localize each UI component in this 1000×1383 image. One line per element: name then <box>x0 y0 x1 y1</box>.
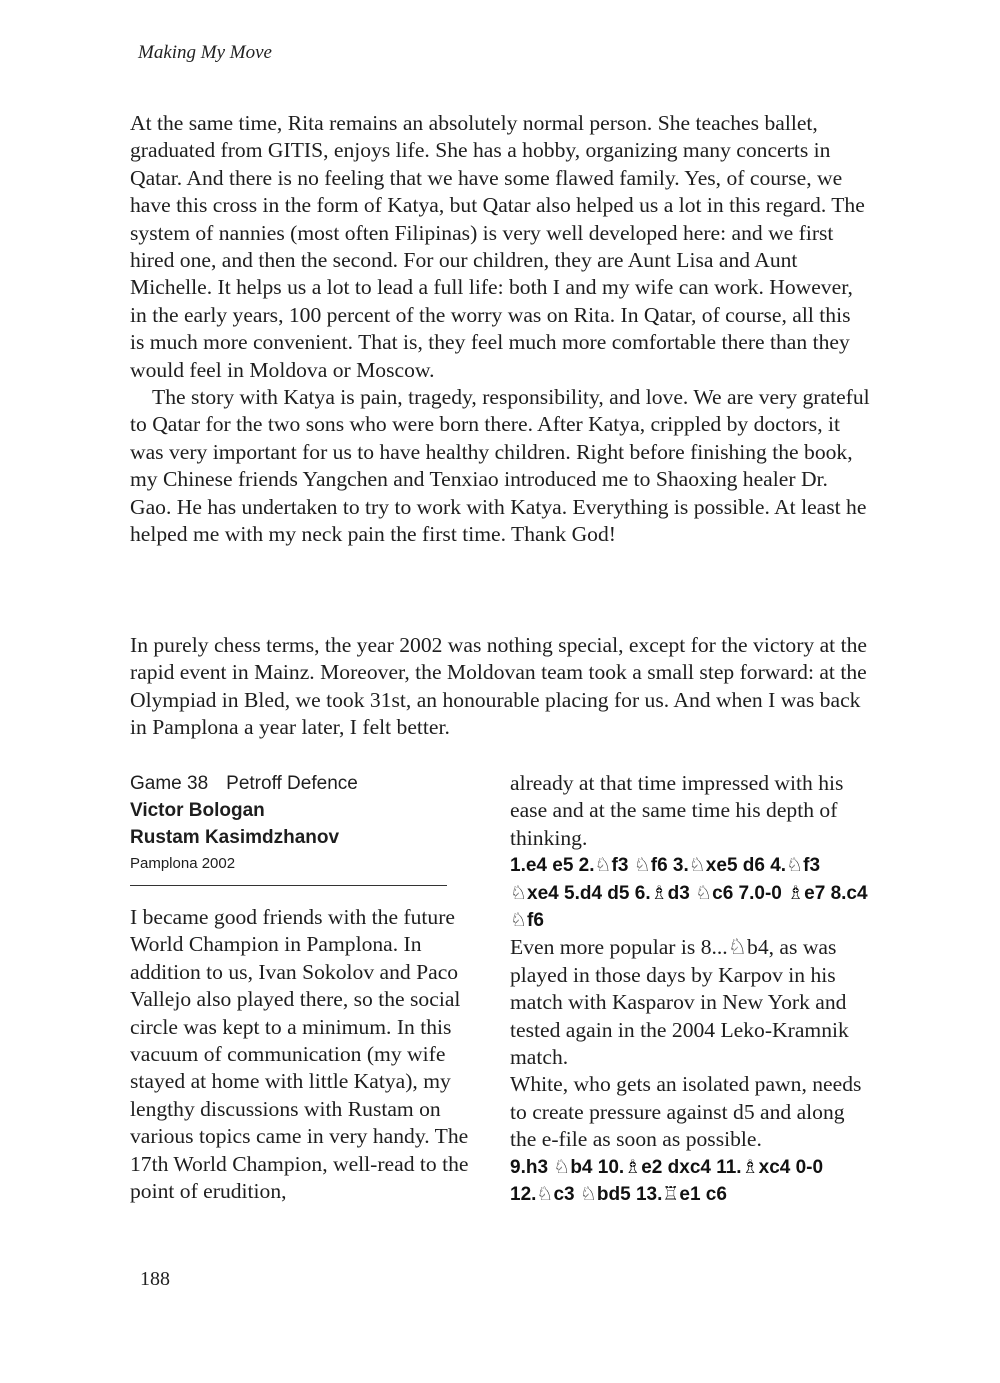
body-section-2 <box>130 632 870 742</box>
paragraph: The story with Katya is pain, tragedy, responsibility, and love. We are very grateful to Qatar for the two sons who were born there. After Katya, crippled by doctors, it was very important for us to have healthy children. Right before finishing the book, my Chinese friends Yangchen and Tenxiao introduced me to Shaoxing healer Dr. Gao. He has undertaken to try to work with Katya. Everything is possible. At least he helped me with my neck pain the first time. Thank God! <box>130 385 870 547</box>
right-column <box>510 770 870 1209</box>
running-header: Making My Move <box>138 42 272 63</box>
black-player: Rustam Kasimdzhanov <box>130 827 340 848</box>
white-player: Victor Bologan <box>130 800 265 821</box>
opening-name: Petroff Defence <box>226 773 358 794</box>
commentary-text: already at that time impressed with his ease and at the same time his depth of thinking. <box>510 771 844 850</box>
commentary-text: I became good friends with the future World Champion in Pamplona. In addition to us, Ivan Sokolov and Paco Vallejo also played there, so the social circle was kept to a minimum. In this vacuum of communication (my wife stayed at home with little Katya), my lengthy discussions with Rustam on various topics came in very handy. The 17th World Champion, well-read to the point of erudition, <box>130 905 469 1204</box>
paragraph: In purely chess terms, the year 2002 was nothing special, except for the victory at the rapid event in Mainz. Moreover, the Moldovan team took a small step forward: at the Olympiad in Bled, we took 31st, an honourable placing for us. And when I was back in Pamplona a year later, I felt better. <box>130 633 867 740</box>
game-venue: Pamplona 2002 <box>130 855 236 872</box>
paragraph: At the same time, Rita remains an absolutely normal person. She teaches ballet, graduated from GITIS, enjoys life. She has a hobby, organizing many concerts in Qatar. And there is no feeling that we have some flawed family. Yes, of course, we have this cross in the form of Katya, but Qatar also helped us a lot in this regard. The system of nannies (most often Filipinas) is very well developed here: and we first hired one, and then the second. For our children, they are Aunt Lisa and Aunt Michelle. It helps us a lot to lead a full life: both I and my wife can work. However, in the early years, 100 percent of the worry was on Rita. In Qatar, of course, all this is much more convenient. That is, they feel much more comfortable there than they would feel in Moldova or Moscow. <box>130 111 865 382</box>
body-section-1 <box>130 110 870 549</box>
annotation-note: White, who gets an isolated pawn, needs to create pressure against d5 and along the e-file as soon as possible. <box>510 1072 862 1152</box>
game-moves: 1.e4 e5 2.♘f3 ♘f6 3.♘xe5 d6 4.♘f3 ♘xe4 5.d4 d5 6.♗d3 ♘c6 7.0-0 ♗e7 8.c4 ♘f6 <box>510 855 868 932</box>
annotation-note: Even more popular is 8...♘b4, as was played in those days by Karpov in his match with Kasparov in New York and tested again in the 2004 Leko-Kramnik match. <box>510 935 849 1070</box>
divider <box>130 885 447 886</box>
game-heading <box>130 770 490 797</box>
page-number: 188 <box>140 1268 170 1290</box>
game-moves: 9.h3 ♘b4 10.♗e2 dxc4 11.♗xc4 0-0 12.♘c3 ♘bd5 13.♖e1 c6 <box>510 1156 824 1206</box>
game-number: Game 38 <box>130 773 209 794</box>
left-column <box>130 770 490 1205</box>
